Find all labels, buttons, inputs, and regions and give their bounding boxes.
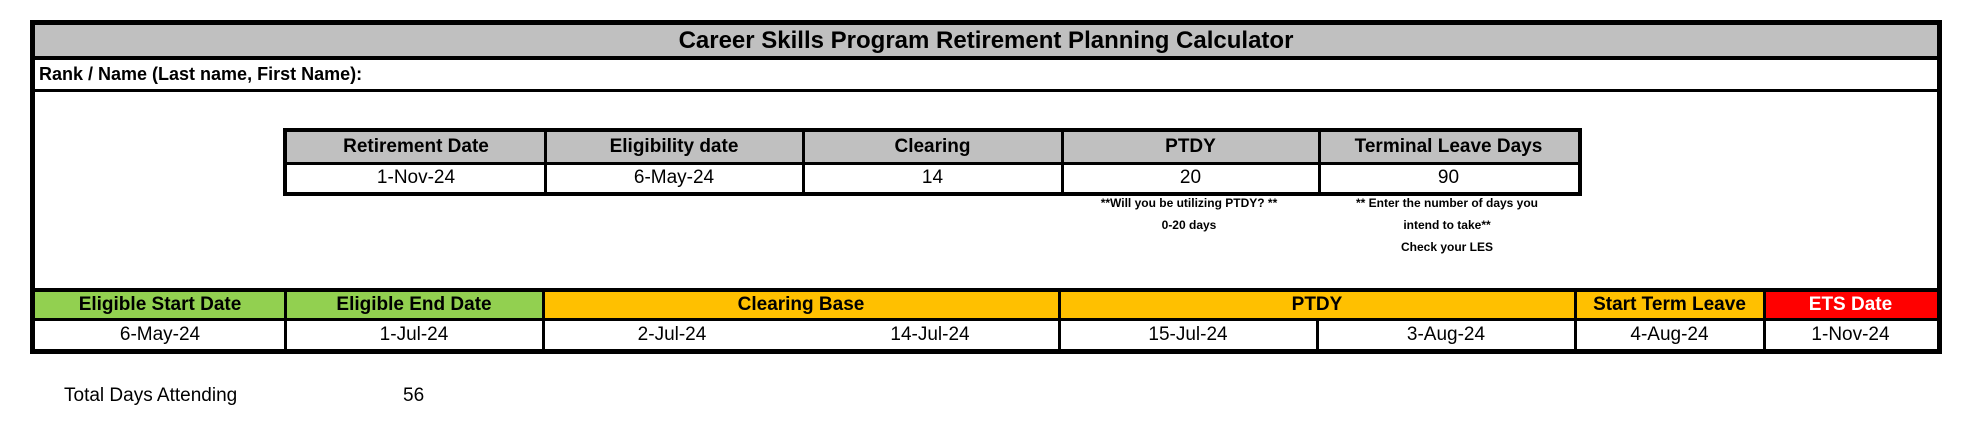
header-ptdy: PTDY — [1062, 132, 1319, 162]
header-eligibility-date: Eligibility date — [545, 132, 803, 162]
schedule-col-divider — [1316, 321, 1319, 349]
input-table-divider — [287, 162, 1578, 165]
schedule-table — [35, 288, 1937, 349]
eligible-end-date-value: 1-Jul-24 — [379, 324, 449, 345]
ptdy-end-value: 3-Aug-24 — [1406, 324, 1486, 345]
header-ptdy-period: PTDY — [1059, 292, 1575, 318]
page-title: Career Skills Program Retirement Planning Calculator — [35, 25, 1937, 60]
schedule-col-divider — [1763, 292, 1766, 349]
ptdy-note-line-2: 0-20 days — [1161, 218, 1217, 232]
header-ets-date: ETS Date — [1764, 292, 1937, 318]
input-table — [283, 128, 1582, 196]
eligibility-date-value[interactable]: 6-May-24 — [633, 167, 715, 188]
start-term-leave-value: 4-Aug-24 — [1630, 324, 1709, 345]
rank-name-label: Rank / Name (Last name, First Name): — [35, 60, 1937, 92]
header-start-term-leave: Start Term Leave — [1575, 292, 1764, 318]
total-days-value: 56 — [403, 385, 425, 406]
schedule-col-divider — [284, 292, 287, 349]
terminal-note-line-3: Check your LES — [1400, 240, 1494, 254]
input-col-divider — [802, 132, 805, 192]
header-eligible-end-date: Eligible End Date — [285, 292, 543, 318]
terminal-note-line-2: intend to take** — [1403, 218, 1491, 232]
schedule-col-divider — [1058, 292, 1061, 349]
total-days-label: Total Days Attending — [64, 385, 238, 406]
header-retirement-date: Retirement Date — [287, 132, 545, 162]
ptdy-note — [1058, 192, 1320, 236]
input-col-divider — [1061, 132, 1064, 192]
terminal-note-line-1: ** Enter the number of days you — [1355, 196, 1539, 210]
schedule-col-divider — [1574, 292, 1577, 349]
header-clearing: Clearing — [803, 132, 1062, 162]
eligible-start-date-value: 6-May-24 — [119, 324, 201, 345]
clearing-value[interactable]: 14 — [921, 167, 944, 188]
ptdy-note-line-1: **Will you be utilizing PTDY? ** — [1100, 196, 1278, 210]
ets-date-value: 1-Nov-24 — [1811, 324, 1890, 345]
input-col-divider — [544, 132, 547, 192]
clearing-end-value: 14-Jul-24 — [890, 324, 970, 345]
ptdy-value[interactable]: 20 — [1179, 167, 1202, 188]
clearing-start-value: 2-Jul-24 — [637, 324, 707, 345]
schedule-col-divider — [542, 292, 545, 349]
header-terminal-leave-days: Terminal Leave Days — [1319, 132, 1578, 162]
ptdy-start-value: 15-Jul-24 — [1148, 324, 1228, 345]
terminal-leave-note — [1316, 192, 1578, 258]
terminal-leave-days-value[interactable]: 90 — [1437, 167, 1460, 188]
input-col-divider — [1318, 132, 1321, 192]
header-eligible-start-date: Eligible Start Date — [35, 292, 285, 318]
retirement-date-value[interactable]: 1-Nov-24 — [376, 167, 456, 188]
header-clearing-base: Clearing Base — [543, 292, 1059, 318]
